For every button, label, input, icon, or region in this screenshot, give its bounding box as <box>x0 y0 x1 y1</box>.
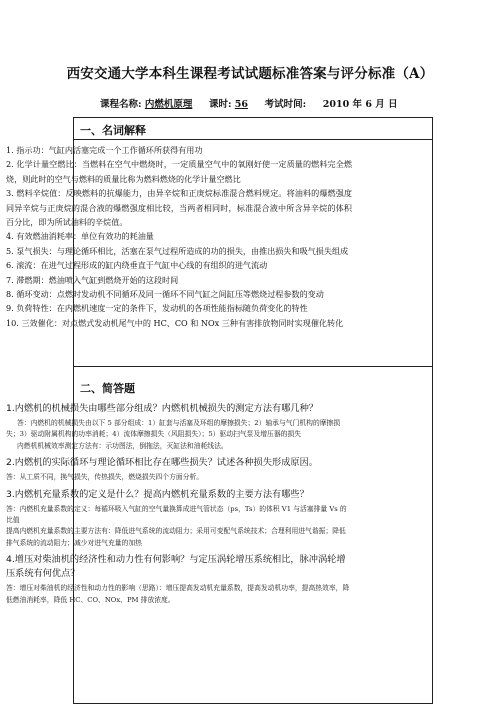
definitions-list <box>6 143 352 330</box>
course-name: 内燃机原理 <box>144 99 193 110</box>
question-text: 3.内燃机充量系数的定义是什么？提高内燃机充量系数的主要方法有哪些？ <box>6 488 309 500</box>
section2-heading: 二、简答题 <box>80 382 135 395</box>
list-item: 8. 循环变动：点燃时发动机不同循环及同一循环不同气缸之间缸压等燃烧过程参数的变动 <box>6 289 324 300</box>
list-item: 3. 燃料辛烷值：反映燃料的抗爆能力，由异辛烷和正庚烷标准混合燃料规定。将油料的爆燃强度同异辛烷与正庚烷的混合液的爆燃强度相比较，当两者相同时，标准混合液中所含异辛烷的体积百分比，即为所试油料的辛烷值。 <box>6 188 352 228</box>
question-text: 1.内燃机的机械损失由哪些部分组成？内燃机机械损失的测定方法有哪几种？ <box>6 403 318 414</box>
list-item: 6. 滚流：在进气过程形成的缸内绕垂直于气缸中心线的有组织的进气流动 <box>6 260 268 271</box>
answer-text: 答：从工质不同，换气损失，传热损失，燃烧损失四个方面分析。 <box>6 473 204 482</box>
question-text: 2.内燃机的实际循环与理论循环相比存在哪些损失？试述各种损失形成原因。 <box>6 457 318 469</box>
exam-meta-line <box>100 96 460 110</box>
list-item: 5. 泵气损失：与理论循环相比，活塞在泵气过程所造成的功的损失，由推出损失和吸气损失组成 <box>6 245 349 256</box>
page-title: 西安交通大学本科生课程考试试题标准答案与评分标准（A） <box>66 66 434 82</box>
answer-text: 答：增压对柴油机的经济性和动力性的影响（思路）：增压提高发动机充量系数，提高发动机功率，提高热效率，降低燃油消耗率，降低 HC、CO、NOx、PM 排放浓度。 <box>6 584 350 604</box>
list-item: 4. 有效燃油消耗率：单位有效功的耗油量 <box>6 231 154 242</box>
short-answer-list <box>6 402 352 610</box>
divider <box>74 139 432 140</box>
list-item: 1. 指示功：气缸内活塞完成一个工作循环所获得有用功 <box>6 145 203 155</box>
answer-text: 提高内燃机充量系数的主要方法有：降低进气系统的流动阻力；采用可变配气系统技术；合理利用进气谐振；降低排气系统的流动阻力；减少对进气充量的加热 <box>6 527 346 547</box>
exam-time-label: 考试时间: <box>264 99 307 110</box>
question-block <box>6 553 352 606</box>
answer-text: 内燃机机械效率测定方法有：示功图法，倒拖法，灭缸法和油耗线法。 <box>17 441 228 450</box>
section1-heading: 一、名词解释 <box>80 124 146 137</box>
list-item: 7. 滞燃期：燃油喷入气缸到燃烧开始的这段时间 <box>6 274 179 285</box>
question-block <box>6 456 352 483</box>
question-block <box>6 402 352 452</box>
question-text: 4.增压对柴油机的经济性和动力性有何影响？与定压涡轮增压系统相比，脉冲涡轮增压系统有何优点？ <box>6 554 346 580</box>
list-item: 2. 化学计量空燃比：当燃料在空气中燃烧时，一定质量空气中的氧刚好使一定质量的燃料完全燃烧，则此时的空气与燃料的质量比称为燃料燃烧的化学计量空燃比 <box>6 159 352 184</box>
divider <box>74 366 432 367</box>
answer-text: 答：内燃机的机械损失由以下 5 部分组成：1）缸套与活塞及环组的摩擦损失；2）轴承与气门机构的摩擦损失；3）驱动附属机构的功率消耗；4）流体摩擦损失（风阻损失）；5）驱动扫气泵及增压器的损失 <box>6 419 341 439</box>
hours-label: 课时: <box>208 99 232 110</box>
list-item: 9. 负荷特性：在内燃机速度一定的条件下，发动机的各项性能指标随负荷变化的特性 <box>6 303 308 314</box>
course-label: 课程名称: <box>100 99 142 110</box>
answer-text: 答：内燃机充量系数的定义：每循环吸入气缸的空气量换算成进气管状态（ps，Ts）的体积 V1 与活塞排量 Vs 的比值 <box>6 504 347 525</box>
list-item: 10. 三效催化：对点燃式发动机尾气中的 HC、CO 和 NOx 三种有害排放物同时实现催化转化 <box>6 317 344 328</box>
hours-value: 56 <box>234 99 249 110</box>
exam-time-value: 2010 年 6 月 日 <box>322 99 398 110</box>
question-block <box>6 488 352 550</box>
